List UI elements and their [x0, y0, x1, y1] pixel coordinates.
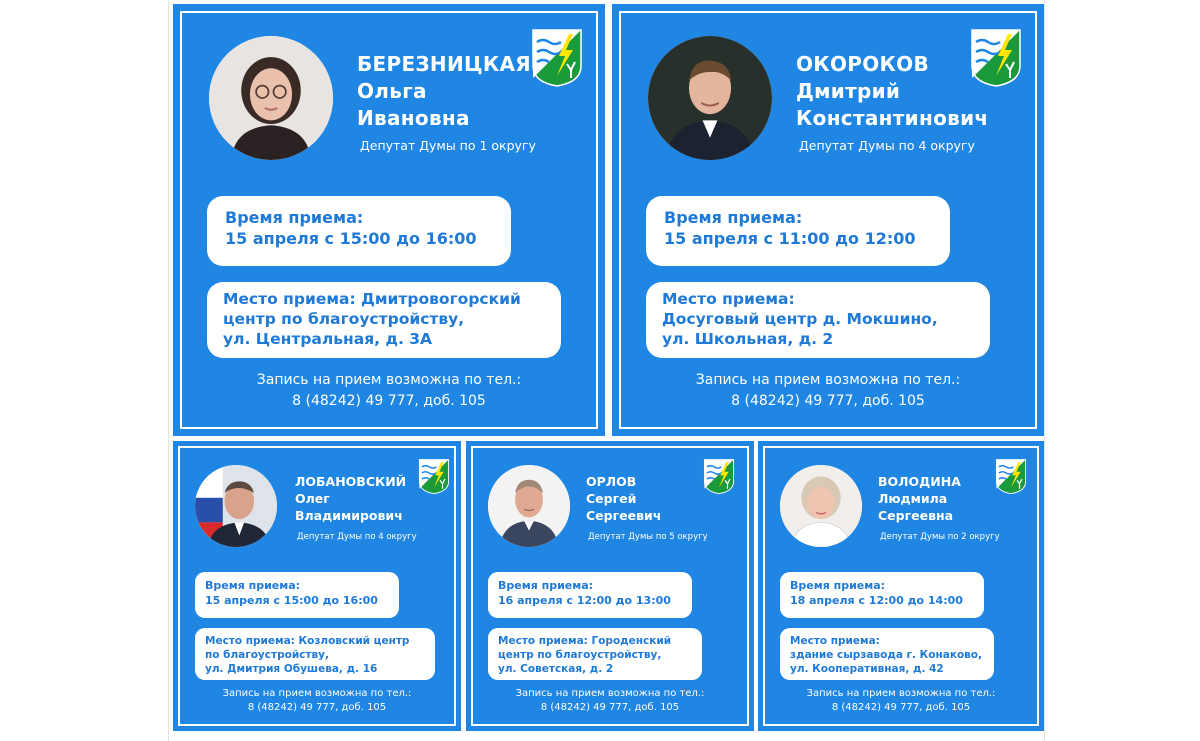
deputy-patronymic: Сергеевич [586, 508, 662, 523]
appointment-note: Запись на прием возможна по тел.: [515, 688, 705, 699]
person-photo-icon [488, 465, 570, 547]
phone-number: 8 (48242) 49 777, доб. 105 [831, 702, 971, 713]
deputy-surname: ОКОРОКОВ [796, 52, 930, 76]
reception-place-line: ул. Школьная, д. 2 [662, 330, 834, 348]
reception-place-box [488, 628, 702, 680]
reception-time-value: 16 апреля с 12:00 до 13:00 [498, 594, 671, 607]
reception-place-line: здание сырзавода г. Конаково, [790, 649, 983, 661]
deputy-photo [195, 465, 277, 547]
appointment-phone-info [758, 687, 1044, 715]
reception-place-box [646, 282, 990, 358]
reception-place-box [207, 282, 561, 358]
appointment-note: Запись на прием возможна по тел.: [222, 688, 412, 699]
person-photo-icon [209, 36, 333, 160]
deputy-card-3 [173, 441, 461, 731]
district-emblem-icon [702, 457, 736, 495]
deputy-photo [648, 36, 772, 160]
poster-sheet [168, 0, 1045, 741]
phone-number: 8 (48242) 49 777, доб. 105 [731, 393, 925, 409]
deputy-patronymic: Ивановна [357, 106, 470, 130]
deputy-card-2 [612, 4, 1044, 436]
appointment-phone-info [612, 370, 1044, 412]
reception-time-label: Время приема: [790, 579, 886, 592]
district-emblem-icon [529, 26, 585, 88]
reception-place-line: Место приема: Козловский центр [205, 635, 410, 647]
appointment-note: Запись на прием возможна по тел.: [256, 372, 522, 388]
reception-time-label: Время приема: [498, 579, 594, 592]
reception-place-line: Место приема: [662, 290, 795, 308]
deputy-first-name: Дмитрий [796, 79, 901, 103]
reception-time-box [488, 572, 692, 618]
reception-place-line: по благоустройству, [205, 649, 329, 661]
deputy-surname: ЛОБАНОВСКИЙ [295, 474, 407, 489]
reception-place-line: Место приема: [790, 635, 880, 647]
deputy-first-name: Ольга [357, 79, 427, 103]
deputy-role: Депутат Думы по 1 округу [360, 138, 536, 153]
deputy-patronymic: Владимирович [295, 508, 403, 523]
reception-time-box [780, 572, 984, 618]
phone-number: 8 (48242) 49 777, доб. 105 [540, 702, 680, 713]
deputy-role: Депутат Думы по 2 округу [880, 532, 1000, 542]
deputy-patronymic: Константинович [796, 106, 989, 130]
reception-place-line: Досуговый центр д. Мокшино, [662, 310, 938, 328]
deputy-surname: ОРЛОВ [586, 474, 637, 489]
deputy-card-5 [758, 441, 1044, 731]
reception-place-line: ул. Центральная, д. 3А [223, 330, 433, 348]
reception-place-line: Место приема: Городенский [498, 635, 672, 647]
reception-time-box [207, 196, 511, 266]
person-photo-icon [195, 465, 277, 547]
district-emblem-icon [968, 26, 1024, 88]
reception-place-line: ул. Кооперативная, д. 42 [790, 663, 944, 675]
reception-time-value: 15 апреля с 15:00 до 16:00 [225, 229, 477, 248]
reception-place-line: ул. Советская, д. 2 [498, 663, 614, 675]
reception-place-box [195, 628, 435, 680]
deputy-role: Депутат Думы по 4 округу [799, 138, 975, 153]
appointment-note: Запись на прием возможна по тел.: [806, 688, 996, 699]
reception-time-value: 15 апреля с 11:00 до 12:00 [664, 229, 916, 248]
reception-place-box [780, 628, 994, 680]
deputy-first-name: Олег [295, 491, 330, 506]
reception-place-line: центр по благоустройству, [498, 649, 662, 661]
deputy-card-1 [173, 4, 605, 436]
deputy-name [357, 51, 531, 132]
deputy-first-name: Людмила [878, 491, 948, 506]
deputy-first-name: Сергей [586, 491, 637, 506]
appointment-phone-info [173, 687, 461, 715]
district-emblem-icon [994, 457, 1028, 495]
deputy-name [796, 51, 988, 132]
appointment-phone-info [466, 687, 754, 715]
reception-time-value: 18 апреля с 12:00 до 14:00 [790, 594, 963, 607]
district-emblem-icon [417, 457, 451, 495]
deputy-role: Депутат Думы по 4 округу [297, 532, 417, 542]
deputy-patronymic: Сергеевна [878, 508, 954, 523]
phone-number: 8 (48242) 49 777, доб. 105 [247, 702, 387, 713]
deputy-name [586, 473, 661, 524]
deputy-name [295, 473, 406, 524]
reception-time-label: Время приема: [205, 579, 301, 592]
appointment-note: Запись на прием возможна по тел.: [695, 372, 961, 388]
reception-time-box [646, 196, 950, 266]
reception-time-label: Время приема: [225, 208, 364, 227]
deputy-surname: БЕРЕЗНИЦКАЯ [357, 52, 531, 76]
reception-time-value: 15 апреля с 15:00 до 16:00 [205, 594, 378, 607]
deputy-name [878, 473, 961, 524]
reception-place-line: центр по благоустройству, [223, 310, 465, 328]
deputy-role: Депутат Думы по 5 округу [588, 532, 708, 542]
deputy-photo [488, 465, 570, 547]
deputy-photo [780, 465, 862, 547]
reception-place-line: Место приема: Дмитровогорский [223, 290, 521, 308]
person-photo-icon [780, 465, 862, 547]
reception-place-line: ул. Дмитрия Обушева, д. 16 [205, 663, 378, 675]
deputy-photo [209, 36, 333, 160]
phone-number: 8 (48242) 49 777, доб. 105 [292, 393, 486, 409]
reception-time-box [195, 572, 399, 618]
deputy-card-4 [466, 441, 754, 731]
person-photo-icon [648, 36, 772, 160]
deputy-surname: ВОЛОДИНА [878, 474, 961, 489]
appointment-phone-info [173, 370, 605, 412]
reception-time-label: Время приема: [664, 208, 803, 227]
